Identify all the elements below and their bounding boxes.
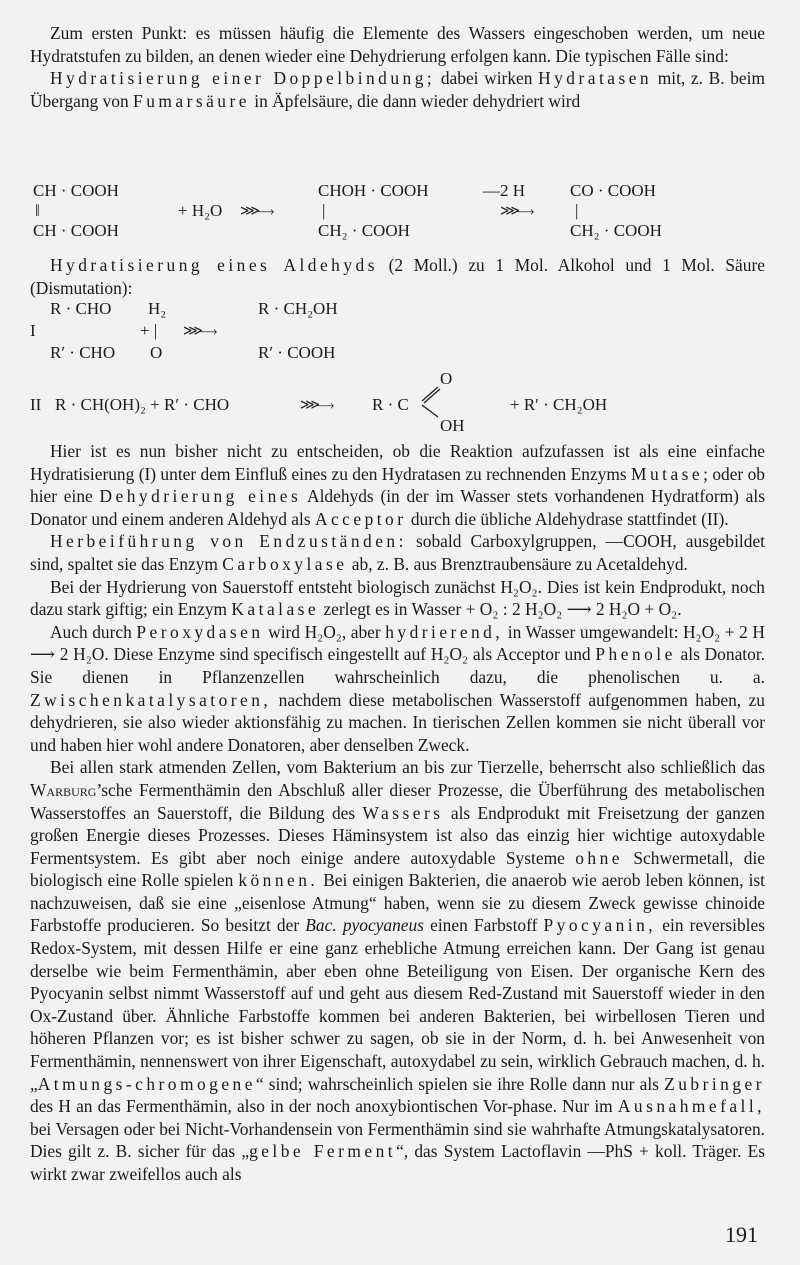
emphasis-pyocyanin: Pyocyanin, <box>543 915 657 936</box>
oxygen-o: O <box>150 343 163 362</box>
emphasis-hydrierend: hydrierend, <box>385 621 504 642</box>
emphasis-zwischenkatalysatoren: Zwischenkatalysatoren, <box>30 689 272 710</box>
plus-sign: + | <box>140 321 158 340</box>
page-number: 191 <box>725 1222 758 1247</box>
scheme-label-i: I <box>30 321 36 340</box>
fumaric-acid-top: CH · COOH <box>33 181 119 200</box>
emphasis-aldehyd: Hydratisierung eines Aldehyds <box>50 255 378 275</box>
minus-two-h: —2 H <box>483 181 526 200</box>
emphasis-acceptor: Acceptor <box>314 508 407 529</box>
emphasis-zubringer: Zubringer <box>664 1073 765 1094</box>
reaction-arrow-icon: ⋙—› <box>500 204 533 219</box>
alcohol-product-2: + R′ · CH₂OH <box>510 395 608 414</box>
hydrogen-h2: H₂ <box>148 299 167 318</box>
emphasis-katalase: Katalase <box>231 599 320 620</box>
aldehyde-1: R · CHO <box>50 299 112 318</box>
alcohol-product: R · CH₂OH <box>258 299 338 318</box>
malic-acid-bond: | <box>322 201 326 220</box>
emphasis-mutase: Mutase <box>631 463 704 484</box>
reaction-arrow-icon: ⋙—› <box>300 398 333 413</box>
emphasis-gelbe-ferment: gelbe Ferment <box>249 1141 397 1162</box>
emphasis-fumarsaeure: Fumarsäure <box>133 90 250 111</box>
reaction-arrow-icon: ⋙—› <box>240 204 273 219</box>
paragraph-elements-of-water <box>30 22 765 112</box>
species-name: Bac. pyocyaneus <box>305 915 424 936</box>
carboxyl-rc: R · C <box>372 395 409 414</box>
emphasis-dehydrierung: Dehydrierung eines <box>99 486 302 507</box>
malic-acid-bottom: CH₂ · COOH <box>318 221 410 240</box>
emphasis-hydratasen: Hydratasen <box>538 68 653 89</box>
intro-text: Zum ersten Punkt: es müssen häufig die Elemente des Wassers eingeschoben werden, um neue Hydratstufen zu bilden, an denen wieder eine Dehydrierung erfolgen kann. Die typischen Fälle sind: <box>30 23 765 66</box>
emphasis-ohne: ohne <box>575 847 623 868</box>
emphasis-phenole: Phenole <box>595 644 676 665</box>
carboxyl-oh: OH <box>440 416 465 435</box>
emphasis-peroxydasen: Peroxydasen <box>136 621 264 642</box>
emphasis-wassers: Wassers <box>362 802 444 823</box>
reaction-arrow-icon: ⋙—› <box>183 324 216 339</box>
paragraph-fermenthaemin: Bei allen stark atmenden Zellen, vom Bakterium an bis zur Tierzelle, beherrscht also schließlich das Warburg’sche Fermenthämin den Abschluß aller dieser Prozesse, die Überführung des metabolischen Wasserstoffes an Sauerstoff, die Bildung des Wassers als Endprodukt mit Freisetzung der ganzen großen Energie dieses Prozesses. Dieses Häminsystem ist also das einzig hier wichtige autoxydable Fermentsystem. Es gibt aber noch einige andere autoxydable Systeme ohne Schwermetall, die biologisch eine Rolle spielen können. Bei einigen Bakterien, die anaerob wie aerob leben können, ist nachzuweisen, daß sie eine „eisenlose Atmung“ haben, wenn sie zu diesem Zweck gewisse chinoide Farbstoffe producieren. So besitzt der Bac. pyocyaneus einen Farbstoff Pyocyanin, ein reversibles Redox-System, mit dessen Hilfe er eine ganz erhebliche Atmung erreichen kann. Der Gang ist genau derselbe wie beim Fermenthämin, aber eben ohne Beteiligung von Eisen. Der organische Kern des Pyocyanin selbst nimmt Wasserstoff auf und geht aus diesem Red-Zustand mit Sauerstoff wieder in den Ox-Zustand über. Ähnliche Farbstoffe kommen bei anderen Bakterien, bei wirbellosen Tieren und höheren Pflanzen vor; es ist bisher schwer zu sagen, ob sie in der Norm, d. h. bei Anwesenheit von Fermenthämin, nennenswert von ihrer Eigenschaft, autoxydabel zu sein, wirklich Gebrauch machen, d. h. „Atmungs-chromogene“ sind; wahrscheinlich spielen sie ihre Rolle dann nur als Zubringer des H an das Fermenthämin, also in der noch anoxybiontischen Vor-phase. Nur im Ausnahmefall, bei Versagen oder bei Nicht-Vorhandensein von Fermenthämin sind sie wahrhafte Atmungskatalysatoren. Dies gilt z. B. sicher für das „gelbe Ferment“, das System Lactoflavin —PhS + koll. Träger. Es wirkt zwar zweifellos auch als <box>30 757 766 1184</box>
main-text-body <box>30 440 765 1186</box>
carboxyl-bonds-icon <box>420 376 442 422</box>
hydrate-plus-aldehyde: R · CH(OH)₂ + R′ · CHO <box>55 395 230 414</box>
emphasis-carboxylase: Carboxylase <box>222 553 348 574</box>
plus-water: + H₂O <box>178 201 223 220</box>
carboxyl-o: O <box>440 369 453 388</box>
paragraph-mutase: Hier ist es nun bisher nicht zu entscheiden, ob die Reaktion aufzufassen ist als eine einfache Hydratisierung (I) unter dem Einfluß eines zu den Hydratasen zu rechnenden Enzyms Mutase; oder ob hier eine Dehydrierung eines Aldehyds (in der im Wasser stets vorhandenen Hydratform) als Donator und einem anderen Aldehyd als Acceptor durch die übliche Aldehydrase stattfindet (II). <box>30 441 765 529</box>
oxaloacetic-acid-top: CO · COOH <box>570 181 656 200</box>
hydration-double-bond-text: Hydratisierung einer Doppelbindung; dabei wirken Hydratasen mit, z. B. beim Übergang von Fumarsäure in Äpfelsäure, die dann wieder dehydriert wird <box>30 68 765 111</box>
paragraph-aldehyde-hydration: Hydratisierung eines Aldehyds (2 Moll.) zu 1 Mol. Alkohol und 1 Mol. Säure (Dismutation): <box>30 255 765 298</box>
fumaric-acid-bottom: CH · COOH <box>33 221 119 240</box>
name-warburg: Warburg <box>30 779 97 800</box>
aldehyde-2: R′ · CHO <box>50 343 116 362</box>
paragraph-katalase: Bei der Hydrierung von Sauerstoff entsteht biologisch zunächst H₂O₂. Dies ist kein Endprodukt, noch dazu stark giftig; ein Enzym Katalase zerlegt es in Wasser + O₂ : 2 H₂O₂ ⟶ 2 H₂O + O₂. <box>30 576 765 620</box>
scheme-label-ii: II <box>30 395 42 414</box>
fumaric-acid-double-bond: ‖ <box>35 201 40 220</box>
oxaloacetic-acid-bottom: CH₂ · COOH <box>570 221 662 240</box>
emphasis-atmungschromogene: Atmungs-chromogene <box>37 1073 256 1094</box>
paragraph-carboxylase: Herbeiführung von Endzuständen: sobald Carboxylgruppen, —COOH, ausgebildet sind, spaltet sie das Enzym Carboxylase ab, z. B. aus Brenztraubensäure zu Acetaldehyd. <box>30 531 765 574</box>
emphasis-hydratisierung: Hydratisierung einer Doppelbindung; <box>50 68 436 89</box>
malic-acid-top: CHOH · COOH <box>318 181 429 200</box>
paragraph-peroxydase: Auch durch Peroxydasen wird H₂O₂, aber hydrierend, in Wasser umgewandelt: H₂O₂ + 2 H ⟶ 2 H₂O. Diese Enzyme sind specifisch eingestellt auf H₂O₂ als Acceptor und Phenole als Donator. Sie dienen in Pflanzenzellen wahrscheinlich dazu, die phenolischen u. a. Zwischenkatalysatoren, nachdem diese metabolischen Wasserstoff aufgenommen haben, zu dehydrieren, sie also wieder aktionsfähig zu machen. In tierischen Zellen kommen sie nicht überall vor und haben hier wohl andere Donatoren, aber denselben Zweck. <box>30 621 765 755</box>
acid-product: R′ · COOH <box>258 343 336 362</box>
emphasis-endzustaende: Herbeiführung von Endzuständen: <box>50 531 407 552</box>
oxaloacetic-acid-bond: | <box>575 201 579 220</box>
emphasis-ausnahmefall: Ausnahmefall, <box>617 1096 765 1117</box>
emphasis-koennen: können. <box>238 870 319 891</box>
